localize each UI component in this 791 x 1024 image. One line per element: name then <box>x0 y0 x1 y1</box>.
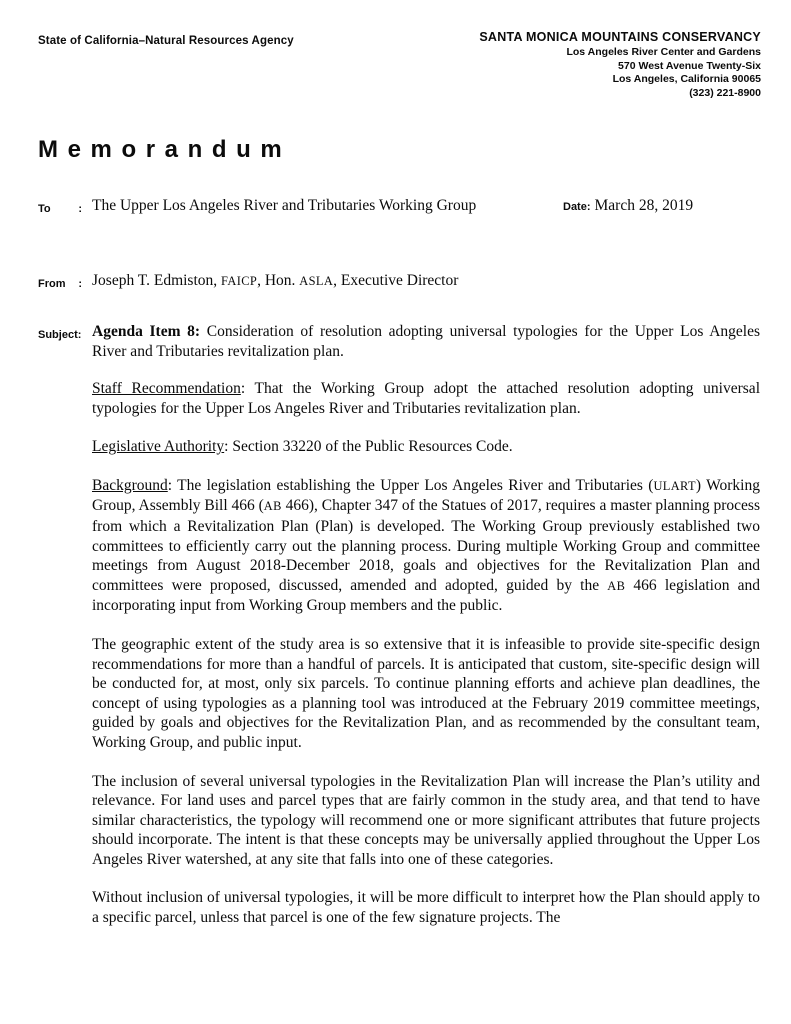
text-run: Legislative Authority <box>92 438 225 456</box>
org-phone: (323) 221-8900 <box>689 86 761 99</box>
text-run: 466 legislation and incorporating input from Working Group members and the public. <box>92 576 761 615</box>
text-run: AB <box>263 499 282 514</box>
text-run: The geographic extent of the study area is so extensive that it is infeasible to provide site-specific design recommendations for more than a handful of parcels. It is anticipated that custom, site-specific design will be conducted for, at most, only six parcels. To continue planning efforts and achieve plan deadlines, the concept of using typologies as a planning tool was introduced at the February 2019 committee meetings, guided by goals and objectives for the Revitalization Plan, and as recommended by the consultant team, Working Group, and public input. <box>92 635 760 751</box>
org-address-line: 570 West Avenue Twenty-Six <box>618 59 761 72</box>
memo-title: Memorandum <box>38 136 292 163</box>
to-label-colon: : <box>78 203 82 215</box>
to-label <box>38 199 82 219</box>
text-run: ASLA <box>299 274 334 288</box>
text-run: , Hon. <box>257 272 300 289</box>
memo-paragraph <box>92 476 760 616</box>
to-value: The Upper Los Angeles River and Tributaries Working Group <box>92 197 477 214</box>
text-run: , Executive Director <box>333 272 459 289</box>
org-address-line: Los Angeles River Center and Gardens <box>566 46 761 58</box>
text-run: : That the Working Group adopt the attached resolution adopting universal typologies for the Upper Los Angeles River and Tributaries revitalization plan. <box>92 380 760 417</box>
field-row-to <box>0 196 791 216</box>
text-run: Agenda Item 8: <box>92 323 201 340</box>
memo-paragraph <box>92 772 760 870</box>
text-run: ULART <box>653 478 696 493</box>
org-address-block <box>479 30 761 100</box>
memo-paragraph <box>92 437 760 457</box>
subject-value <box>92 322 760 362</box>
text-run: AB <box>607 578 626 593</box>
field-row-subject <box>0 322 791 362</box>
from-value <box>92 272 458 289</box>
memo-body <box>92 379 760 928</box>
memo-fields <box>0 196 791 362</box>
text-run: : The legislation establishing the Upper Los Angeles River and Tributaries ( <box>167 476 654 494</box>
text-run: The inclusion of several universal typologies in the Revitalization Plan will increase the Plan’s utility and relevance. For land uses and parcel types that are fairly common in the study area, and that tend to have similar characteristics, the typology will recommend one or more significant attributes that future projects should incorporate. The intent is that these concepts may be universally applied throughout the Upper Los Angeles River watershed, at any site that falls into one of these categories. <box>92 772 760 868</box>
text-run: Joseph T. Edmiston, <box>92 272 222 289</box>
memo-paragraph <box>92 379 760 418</box>
from-label-colon: : <box>78 278 82 290</box>
subject-label: Subject: <box>38 329 82 341</box>
field-row-from <box>0 271 791 291</box>
date-value: March 28, 2019 <box>594 197 694 214</box>
org-name: SANTA MONICA MOUNTAINS CONSERVANCY <box>479 30 761 44</box>
to-label-text: To <box>38 203 51 215</box>
text-run: Without inclusion of universal typologies, it will be more difficult to interpret how the Plan should apply to a specific parcel, unless that parcel is one of the few signature projects. The <box>92 889 760 927</box>
from-label-text: From <box>38 278 66 290</box>
text-run: 466), Chapter 347 of the Statues of 2017, requires a master planning process from which a Revitalization Plan (Plan) is developed. The Working Group previously established two committees to efficiently carry out the planning process. During multiple Working Group and committee meetings from August 2018-December 2018, goals and objectives for the Revitalization Plan and committees were proposed, discussed, amended and adopted, guided by the <box>92 497 760 594</box>
org-address-line: Los Angeles, California 90065 <box>612 73 761 85</box>
text-run: Background <box>92 476 168 494</box>
text-run: ) Working Group, Assembly Bill 466 ( <box>92 476 760 515</box>
letterhead <box>0 0 791 100</box>
text-run: : Section 33220 of the Public Resources Code. <box>224 438 513 456</box>
memo-paragraph <box>92 635 760 753</box>
date-field <box>563 196 693 217</box>
text-run: Consideration of resolution adopting universal typologies for the Upper Los Angeles River and Tributaries revitalization plan. <box>92 323 760 360</box>
memo-paragraph <box>92 888 760 927</box>
text-run: Staff Recommendation <box>92 380 241 397</box>
from-label <box>38 274 82 294</box>
text-run: FAICP <box>221 274 258 288</box>
agency-name: State of California–Natural Resources Agency <box>38 35 294 47</box>
date-label: Date: <box>563 201 591 213</box>
